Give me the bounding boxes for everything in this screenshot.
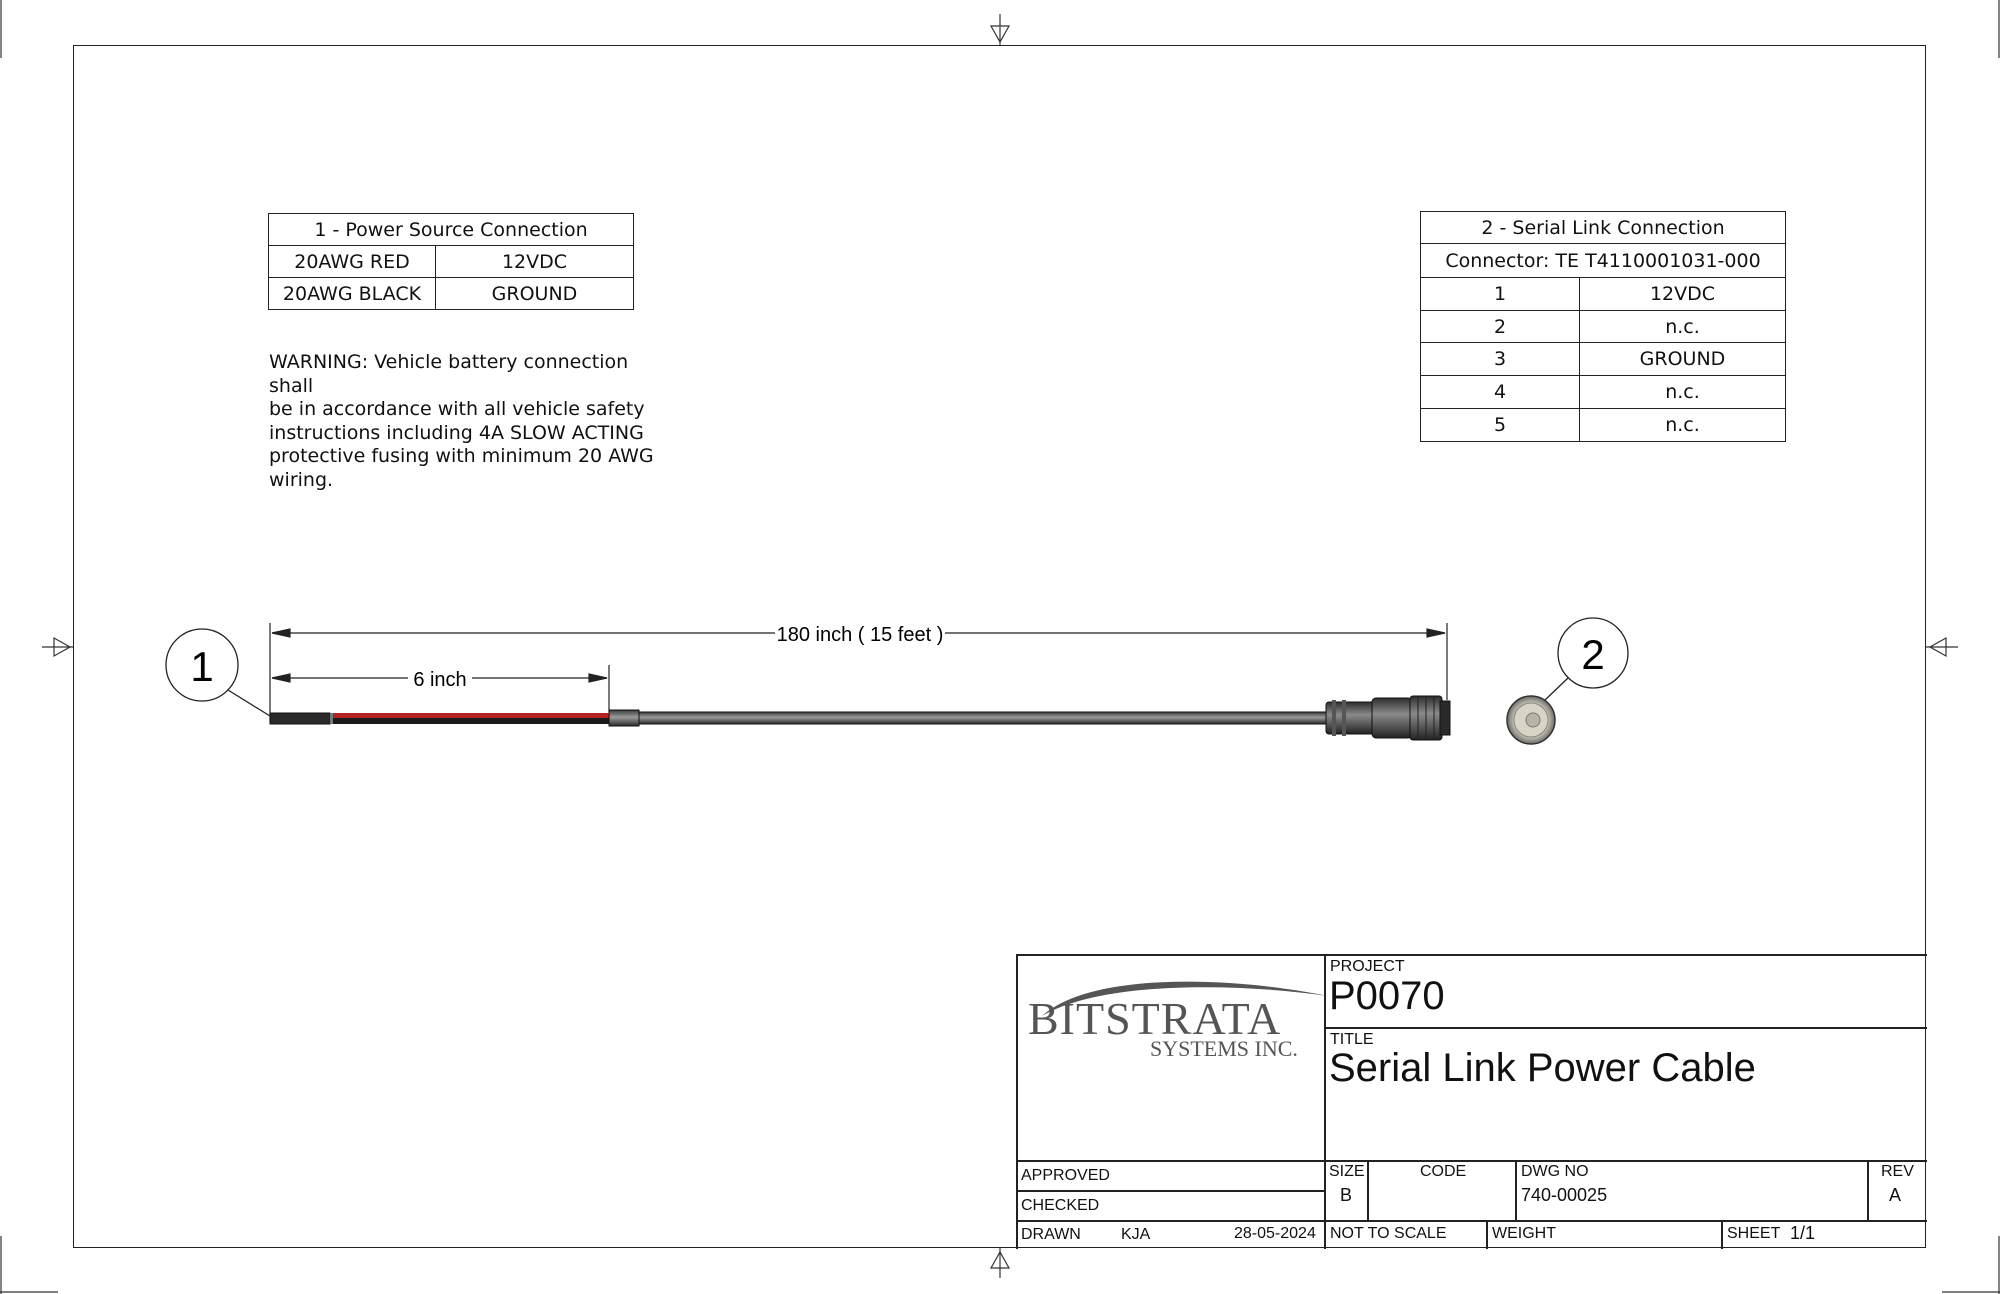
signal-cell: GROUND <box>436 278 634 310</box>
dwg-no-label: DWG NO <box>1521 1163 1589 1180</box>
stripped-wires <box>270 713 610 724</box>
drawing-title: Serial Link Power Cable <box>1329 1046 1756 1090</box>
dimension-arrow <box>1427 629 1445 637</box>
m12-connector <box>1326 696 1450 740</box>
project-number: P0070 <box>1329 974 1445 1018</box>
pin-cell: 4 <box>1421 376 1580 409</box>
pin-cell: 3 <box>1421 343 1580 376</box>
cable-jacket <box>639 712 1329 724</box>
signal-cell: GROUND <box>1580 343 1786 376</box>
signal-cell: n.c. <box>1580 376 1786 409</box>
leader-line <box>1545 678 1568 700</box>
sheet-label: SHEET <box>1727 1225 1781 1242</box>
connector-face-view <box>1507 696 1555 744</box>
drawn-date: 28-05-2024 <box>1234 1225 1316 1242</box>
balloon-2-number: 2 <box>1581 631 1605 678</box>
stripped-length-label: 6 inch <box>413 669 467 691</box>
project-label: PROJECT <box>1330 958 1405 975</box>
pin-cell: 1 <box>1421 278 1580 311</box>
title-block <box>1016 954 1927 1249</box>
signal-cell: n.c. <box>1580 409 1786 442</box>
dwg-no-value: 740-00025 <box>1521 1185 1608 1205</box>
title-label: TITLE <box>1330 1031 1374 1048</box>
size-label: SIZE <box>1329 1163 1365 1180</box>
rev-value: A <box>1889 1185 1902 1205</box>
warning-line: be in accordance with all vehicle safety <box>269 398 645 420</box>
drawn-label: DRAWN <box>1021 1226 1081 1243</box>
overall-length-label: 180 inch ( 15 feet ) <box>776 624 944 646</box>
scale-note: NOT TO SCALE <box>1330 1225 1447 1242</box>
warning-line: instructions including 4A SLOW ACTING <box>269 421 644 444</box>
sheet-value: 1/1 <box>1790 1223 1816 1243</box>
wire-cell: 20AWG RED <box>269 246 436 278</box>
approved-label: APPROVED <box>1021 1167 1110 1184</box>
pin-cell: 2 <box>1421 311 1580 343</box>
pin-cell: 5 <box>1421 409 1580 442</box>
logo-subtitle: SYSTEMS INC. <box>1150 1036 1298 1061</box>
serial-table-title: 2 - Serial Link Connection <box>1421 212 1786 244</box>
checked-label: CHECKED <box>1021 1197 1100 1214</box>
code-label: CODE <box>1420 1163 1467 1180</box>
connector-part-number: Connector: TE T4110001031-000 <box>1421 244 1786 278</box>
weight-label: WEIGHT <box>1492 1225 1556 1242</box>
dimension-arrow <box>272 674 290 682</box>
logo-wordmark: BITSTRATA <box>1028 993 1282 1044</box>
warning-line: wiring. <box>269 468 334 491</box>
warning-line: protective fusing with minimum 20 AWG <box>269 445 654 467</box>
signal-cell: 12VDC <box>1580 278 1786 311</box>
size-value: B <box>1340 1185 1353 1205</box>
rev-label: REV <box>1881 1163 1914 1180</box>
balloon-1-number: 1 <box>190 643 214 690</box>
dimension-arrow <box>272 629 290 637</box>
heat-shrink-sleeve <box>609 710 639 726</box>
leader-line <box>228 690 270 716</box>
wire-cell: 20AWG BLACK <box>269 278 436 310</box>
warning-line: WARNING: Vehicle battery connection shall <box>269 351 629 397</box>
power-table-title: 1 - Power Source Connection <box>269 214 634 246</box>
drawn-by: KJA <box>1121 1226 1151 1243</box>
signal-cell: n.c. <box>1580 311 1786 343</box>
dimension-arrow <box>589 674 607 682</box>
signal-cell: 12VDC <box>436 246 634 278</box>
